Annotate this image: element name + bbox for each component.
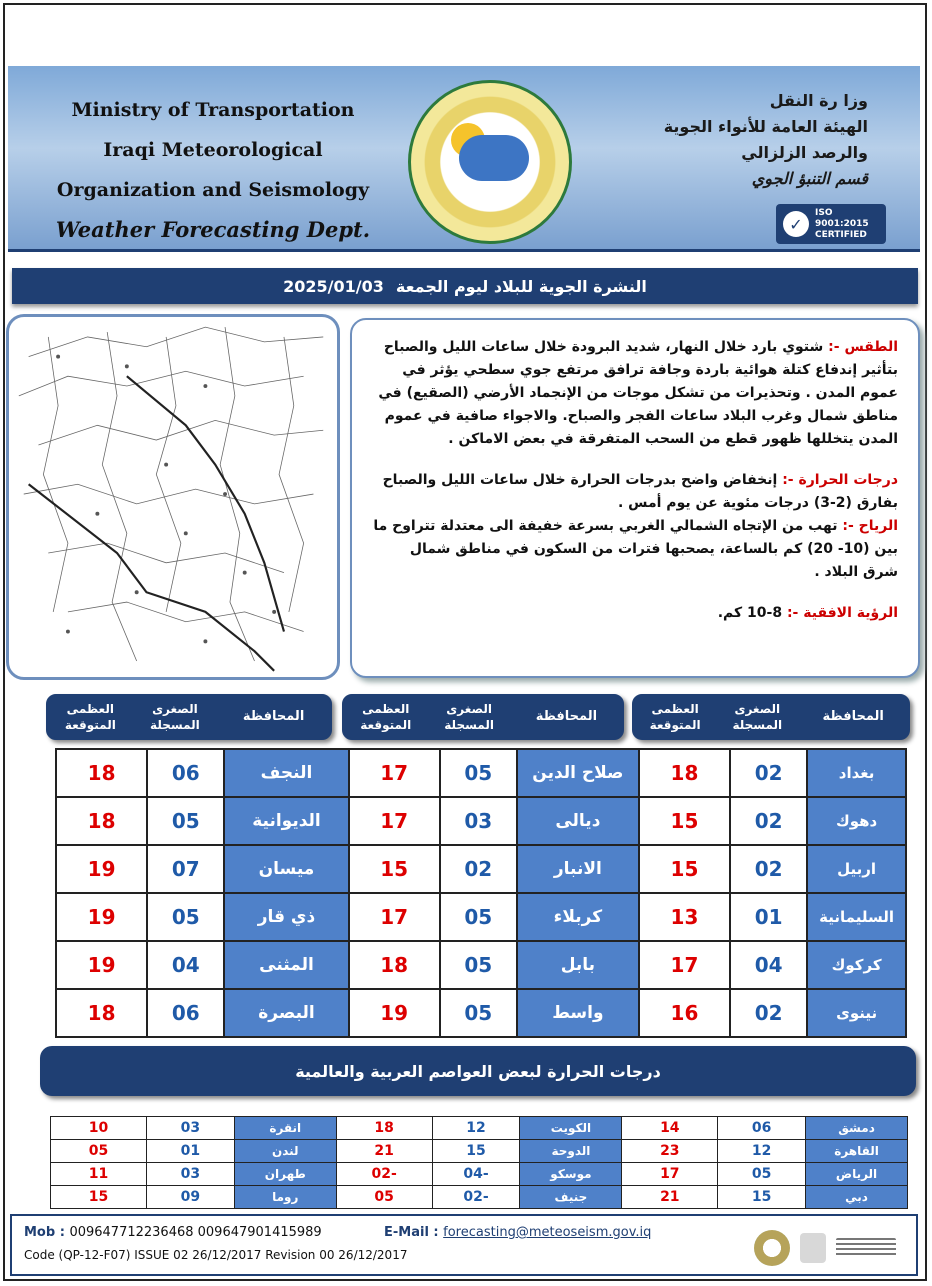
table-row [56,989,906,1037]
footer-logos [754,1230,896,1266]
province-max-temp: 17 [639,941,730,989]
visibility-paragraph [372,602,898,625]
capitals-title: درجات الحرارة لبعض العواصم العربية والعالمية [295,1061,661,1081]
table-header-group-1 [632,694,910,740]
province-min-temp: 01 [730,893,807,941]
header-max: العظمى المتوقعة [64,702,116,732]
email-label: E-Mail : [384,1225,439,1240]
temperature-paragraph [372,469,898,515]
capital-max-temp: 21 [622,1186,718,1209]
province-name: ذي قار [224,893,348,941]
cloud-icon [459,135,529,181]
map-drawing [9,317,337,677]
capital-max-temp: 15 [51,1186,147,1209]
province-name: صلاح الدين [517,749,639,797]
province-name: ديالى [517,797,639,845]
footer-mobile [24,1225,322,1240]
capital-name: طهران [234,1163,336,1186]
capital-name: روما [234,1186,336,1209]
province-min-temp: 02 [730,845,807,893]
capital-min-temp: -02 [432,1186,520,1209]
header-ar-line-2: الهيئة العامة للأنواء الجوية [663,117,868,136]
wind-paragraph [372,515,898,584]
province-name: بغداد [807,749,906,797]
capital-min-temp: 03 [146,1117,234,1140]
capital-min-temp: 15 [432,1140,520,1163]
table-row [56,797,906,845]
province-min-temp: 04 [147,941,224,989]
header-en-dept: Weather Forecasting Dept. [55,217,371,242]
province-min-temp: 02 [730,797,807,845]
mobile-numbers: 009647712236468 009647901415989 [69,1225,322,1240]
capital-min-temp: 12 [432,1117,520,1140]
organization-seal-icon [754,1230,790,1266]
province-name: كركوك [807,941,906,989]
capital-min-temp: 09 [146,1186,234,1209]
provinces-table [55,748,907,1038]
header-province: المحافظة [242,709,305,724]
capital-max-temp: 14 [622,1117,718,1140]
organization-logo [408,80,572,244]
visibility-text: 8-10 كم. [717,605,783,621]
header-min: الصغرى المسجلة [444,702,494,732]
iso-badge [776,204,886,244]
capital-min-temp: 12 [718,1140,806,1163]
province-min-temp: 05 [440,893,517,941]
province-max-temp: 17 [349,893,440,941]
table-row [56,749,906,797]
province-name: بابل [517,941,639,989]
header-banner [8,66,920,252]
province-max-temp: 18 [56,797,147,845]
province-name: دهوك [807,797,906,845]
header-en-line-3: Organization and Seismology [56,179,370,201]
weather-paragraph [372,336,898,451]
capital-max-temp: 05 [336,1186,432,1209]
capitals-title-bar [40,1046,916,1096]
province-name: البصرة [224,989,348,1037]
province-max-temp: 17 [349,797,440,845]
province-name: السليمانية [807,893,906,941]
province-max-temp: 15 [639,845,730,893]
province-min-temp: 05 [440,989,517,1037]
province-min-temp: 07 [147,845,224,893]
partner-logo-icon [800,1233,826,1263]
province-name: المثنى [224,941,348,989]
province-max-temp: 19 [349,989,440,1037]
capitals-table [50,1116,908,1209]
province-max-temp: 19 [56,893,147,941]
header-en-line-2: Iraqi Meteorological [103,139,323,161]
header-ar-line-3: والرصد الزلزالي [741,143,868,162]
capital-min-temp: 06 [718,1117,806,1140]
capital-max-temp: 10 [51,1117,147,1140]
province-name: ميسان [224,845,348,893]
capital-name: دمشق [806,1117,908,1140]
header-english [48,90,378,250]
capital-min-temp: 03 [146,1163,234,1186]
capital-min-temp: 05 [718,1163,806,1186]
capital-max-temp: 11 [51,1163,147,1186]
header-max: العظمى المتوقعة [649,702,701,732]
province-min-temp: 02 [730,749,807,797]
province-min-temp: 04 [730,941,807,989]
table-header-group-3 [46,694,332,740]
footer-code-line: Code (QP-12-F07) ISSUE 02 26/12/2017 Revision 00 26/12/2017 [24,1248,408,1262]
province-max-temp: 18 [56,989,147,1037]
checkmark-icon: ✓ [783,211,809,237]
province-name: النجف [224,749,348,797]
province-name: نينوى [807,989,906,1037]
header-min: الصغرى المسجلة [150,702,200,732]
province-max-temp: 19 [56,845,147,893]
province-name: اربيل [807,845,906,893]
province-min-temp: 05 [147,893,224,941]
email-link[interactable]: forecasting@meteoseism.gov.iq [443,1225,652,1240]
table-row [51,1163,908,1186]
capital-max-temp: 17 [622,1163,718,1186]
table-row [51,1186,908,1209]
capital-name: الكويت [520,1117,622,1140]
forecast-text-panel [350,318,920,678]
province-max-temp: 16 [639,989,730,1037]
capital-name: موسكو [520,1163,622,1186]
capital-name: انقرة [234,1117,336,1140]
province-min-temp: 05 [440,749,517,797]
province-max-temp: 13 [639,893,730,941]
table-row [56,845,906,893]
temperature-text: إنخفاض واضح بدرجات الحرارة خلال ساعات الليل والصباح بفارق (2-3) درجات مئوية عن يوم أمس . [382,472,898,511]
province-min-temp: 02 [440,845,517,893]
capital-name: لندن [234,1140,336,1163]
table-row [51,1117,908,1140]
wind-text: تهب من الإتجاه الشمالي الغربي بسرعة خفيفة الى معتدلة تتراوح ما بين (10- 20) كم بالساعة، يصحبها فترات من السكون في مناطق شمال شرق البلاد . [373,518,898,580]
province-max-temp: 18 [639,749,730,797]
province-max-temp: 19 [56,941,147,989]
province-max-temp: 18 [349,941,440,989]
visibility-label: الرؤية الافقية -: [786,605,898,621]
table-row [56,941,906,989]
province-name: واسط [517,989,639,1037]
weather-text: شتوي بارد خلال النهار، شديد البرودة خلال ساعات الليل والصباح بتأثير إندفاع كتلة هوائية باردة وجافة ترافق مرتفع جوي سطحي يؤثر في عموم المدن . وتحذيرات من تشكل موجات من الإنجماد الأرضي (الصقيع) في مناطق شمال وغرب البلاد ساعات الفجر والصباح. والاجواء صافية في عموم المدن يتخللها ظهور قطع من السحب المتفرقة في بعض الاماكن . [378,339,898,447]
province-min-temp: 02 [730,989,807,1037]
province-name: كربلاء [517,893,639,941]
header-min: الصغرى المسجلة [732,702,783,732]
capital-max-temp: 21 [336,1140,432,1163]
capital-name: الدوحة [520,1140,622,1163]
header-en-line-1: Ministry of Transportation [71,99,355,121]
capital-min-temp: 01 [146,1140,234,1163]
header-arabic [638,88,868,192]
partner-wordmark-icon [836,1238,896,1258]
capital-min-temp: 15 [718,1186,806,1209]
capital-name: القاهرة [806,1140,908,1163]
province-max-temp: 15 [349,845,440,893]
weather-label: الطقس -: [828,339,898,355]
header-ar-dept: قسم التنبؤ الجوي [751,169,868,188]
capital-min-temp: -04 [432,1163,520,1186]
capital-max-temp: -02 [336,1163,432,1186]
bulletin-title: النشرة الجوية للبلاد ليوم الجمعة [395,276,647,296]
table-header-group-2 [342,694,624,740]
table-row [51,1140,908,1163]
province-min-temp: 06 [147,749,224,797]
province-name: الانبار [517,845,639,893]
header-ar-line-1: وزا رة النقل [769,91,868,110]
province-min-temp: 06 [147,989,224,1037]
iraq-map [6,314,340,680]
capital-max-temp: 18 [336,1117,432,1140]
bulletin-date: 2025/01/03 [283,276,384,296]
capital-name: الرياض [806,1163,908,1186]
header-province: المحافظة [535,709,598,724]
capital-max-temp: 05 [51,1140,147,1163]
province-name: الديوانية [224,797,348,845]
header-province: المحافظة [822,709,884,724]
bulletin-title-bar [12,268,918,304]
temperature-label: درجات الحرارة -: [782,472,898,488]
wind-label: الرياح -: [842,518,898,534]
province-max-temp: 17 [349,749,440,797]
province-min-temp: 05 [440,941,517,989]
table-row [56,893,906,941]
province-min-temp: 03 [440,797,517,845]
province-max-temp: 15 [639,797,730,845]
mobile-label: Mob : [24,1225,65,1240]
capital-name: جنيف [520,1186,622,1209]
province-max-temp: 18 [56,749,147,797]
capital-name: دبي [806,1186,908,1209]
footer-email [384,1225,651,1240]
province-min-temp: 05 [147,797,224,845]
footer [10,1214,918,1276]
capital-max-temp: 23 [622,1140,718,1163]
iso-label: ISO 9001:2015 CERTIFIED [815,207,869,240]
header-max: العظمى المتوقعة [360,702,412,732]
